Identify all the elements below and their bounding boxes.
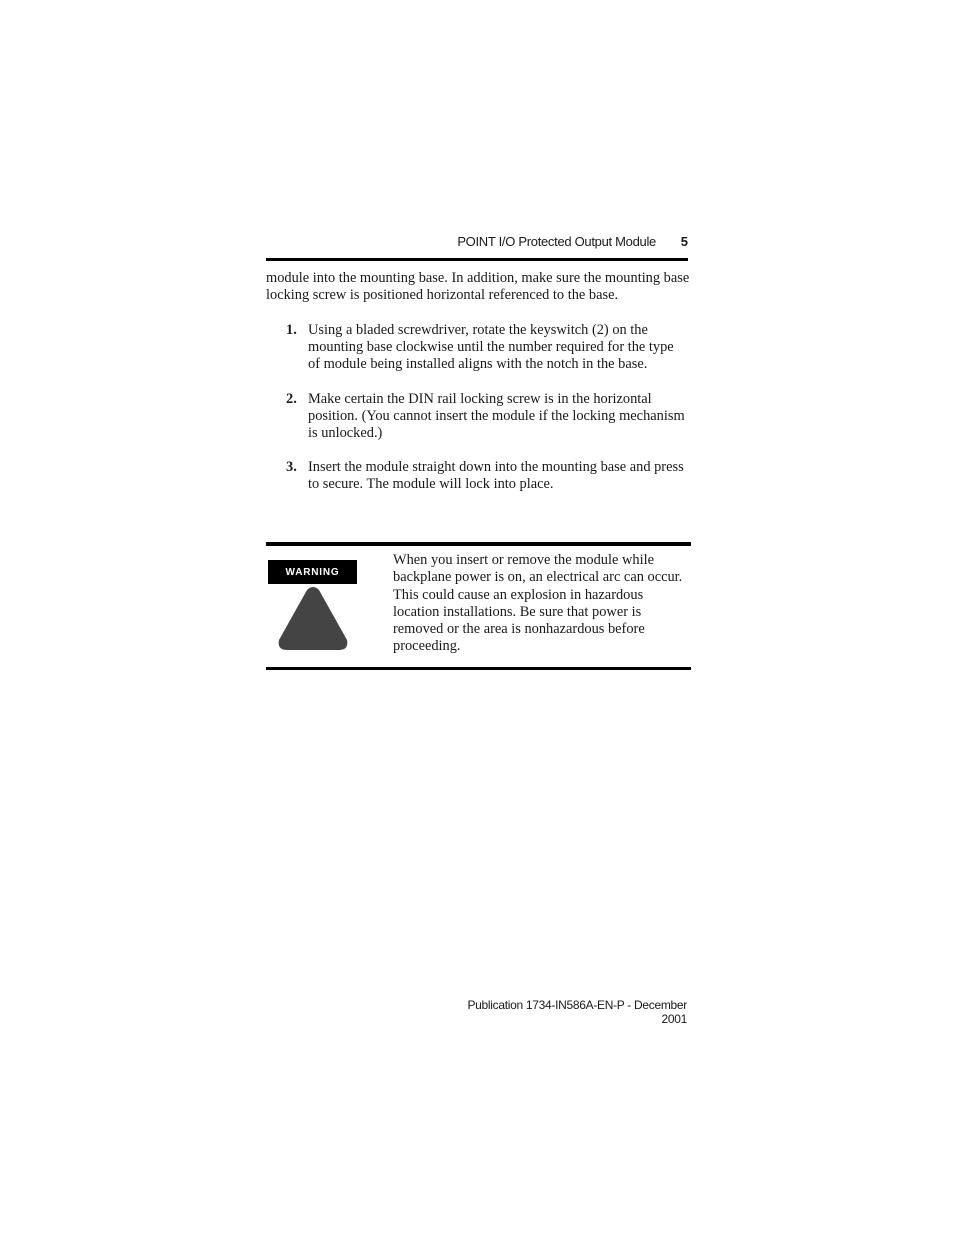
step-number: 3. xyxy=(286,459,297,476)
warning-triangle-icon xyxy=(277,586,349,652)
intro-paragraph: module into the mounting base. In addition, make sure the mounting base locking screw is positioned horizontal referenced to the base. xyxy=(266,270,690,303)
warning-rule-top xyxy=(266,542,691,546)
header-rule xyxy=(266,258,688,261)
step-number: 2. xyxy=(286,390,297,407)
step-text: Using a bladed screwdriver, rotate the keyswitch (2) on the mounting base clockwise until the number required for the type of module being installed aligns with the notch in the base. xyxy=(308,322,674,373)
publication-footer: Publication 1734-IN586A-EN-P - December 2001 xyxy=(467,998,687,1026)
step-list xyxy=(286,322,686,511)
warning-rule-bottom xyxy=(266,667,691,670)
header-title: POINT I/O Protected Output Module xyxy=(457,234,656,249)
step-text: Make certain the DIN rail locking screw is in the horizontal position. (You cannot insert the module if the locking mechanism is unlocked.) xyxy=(308,390,685,442)
step-number: 1. xyxy=(286,322,297,338)
page-number: 5 xyxy=(680,234,688,249)
warning-label: WARNING xyxy=(268,560,357,584)
list-item xyxy=(286,391,686,443)
step-text: Insert the module straight down into the mounting base and press to secure. The module will lock into place. xyxy=(308,459,684,493)
list-item xyxy=(286,459,686,493)
list-item xyxy=(286,322,686,374)
warning-text: When you insert or remove the module while backplane power is on, an electrical arc can occur. This could cause an explosion in hazardous location installations. Be sure that power is removed or the area is nonhazardous before proceeding. xyxy=(393,552,683,655)
